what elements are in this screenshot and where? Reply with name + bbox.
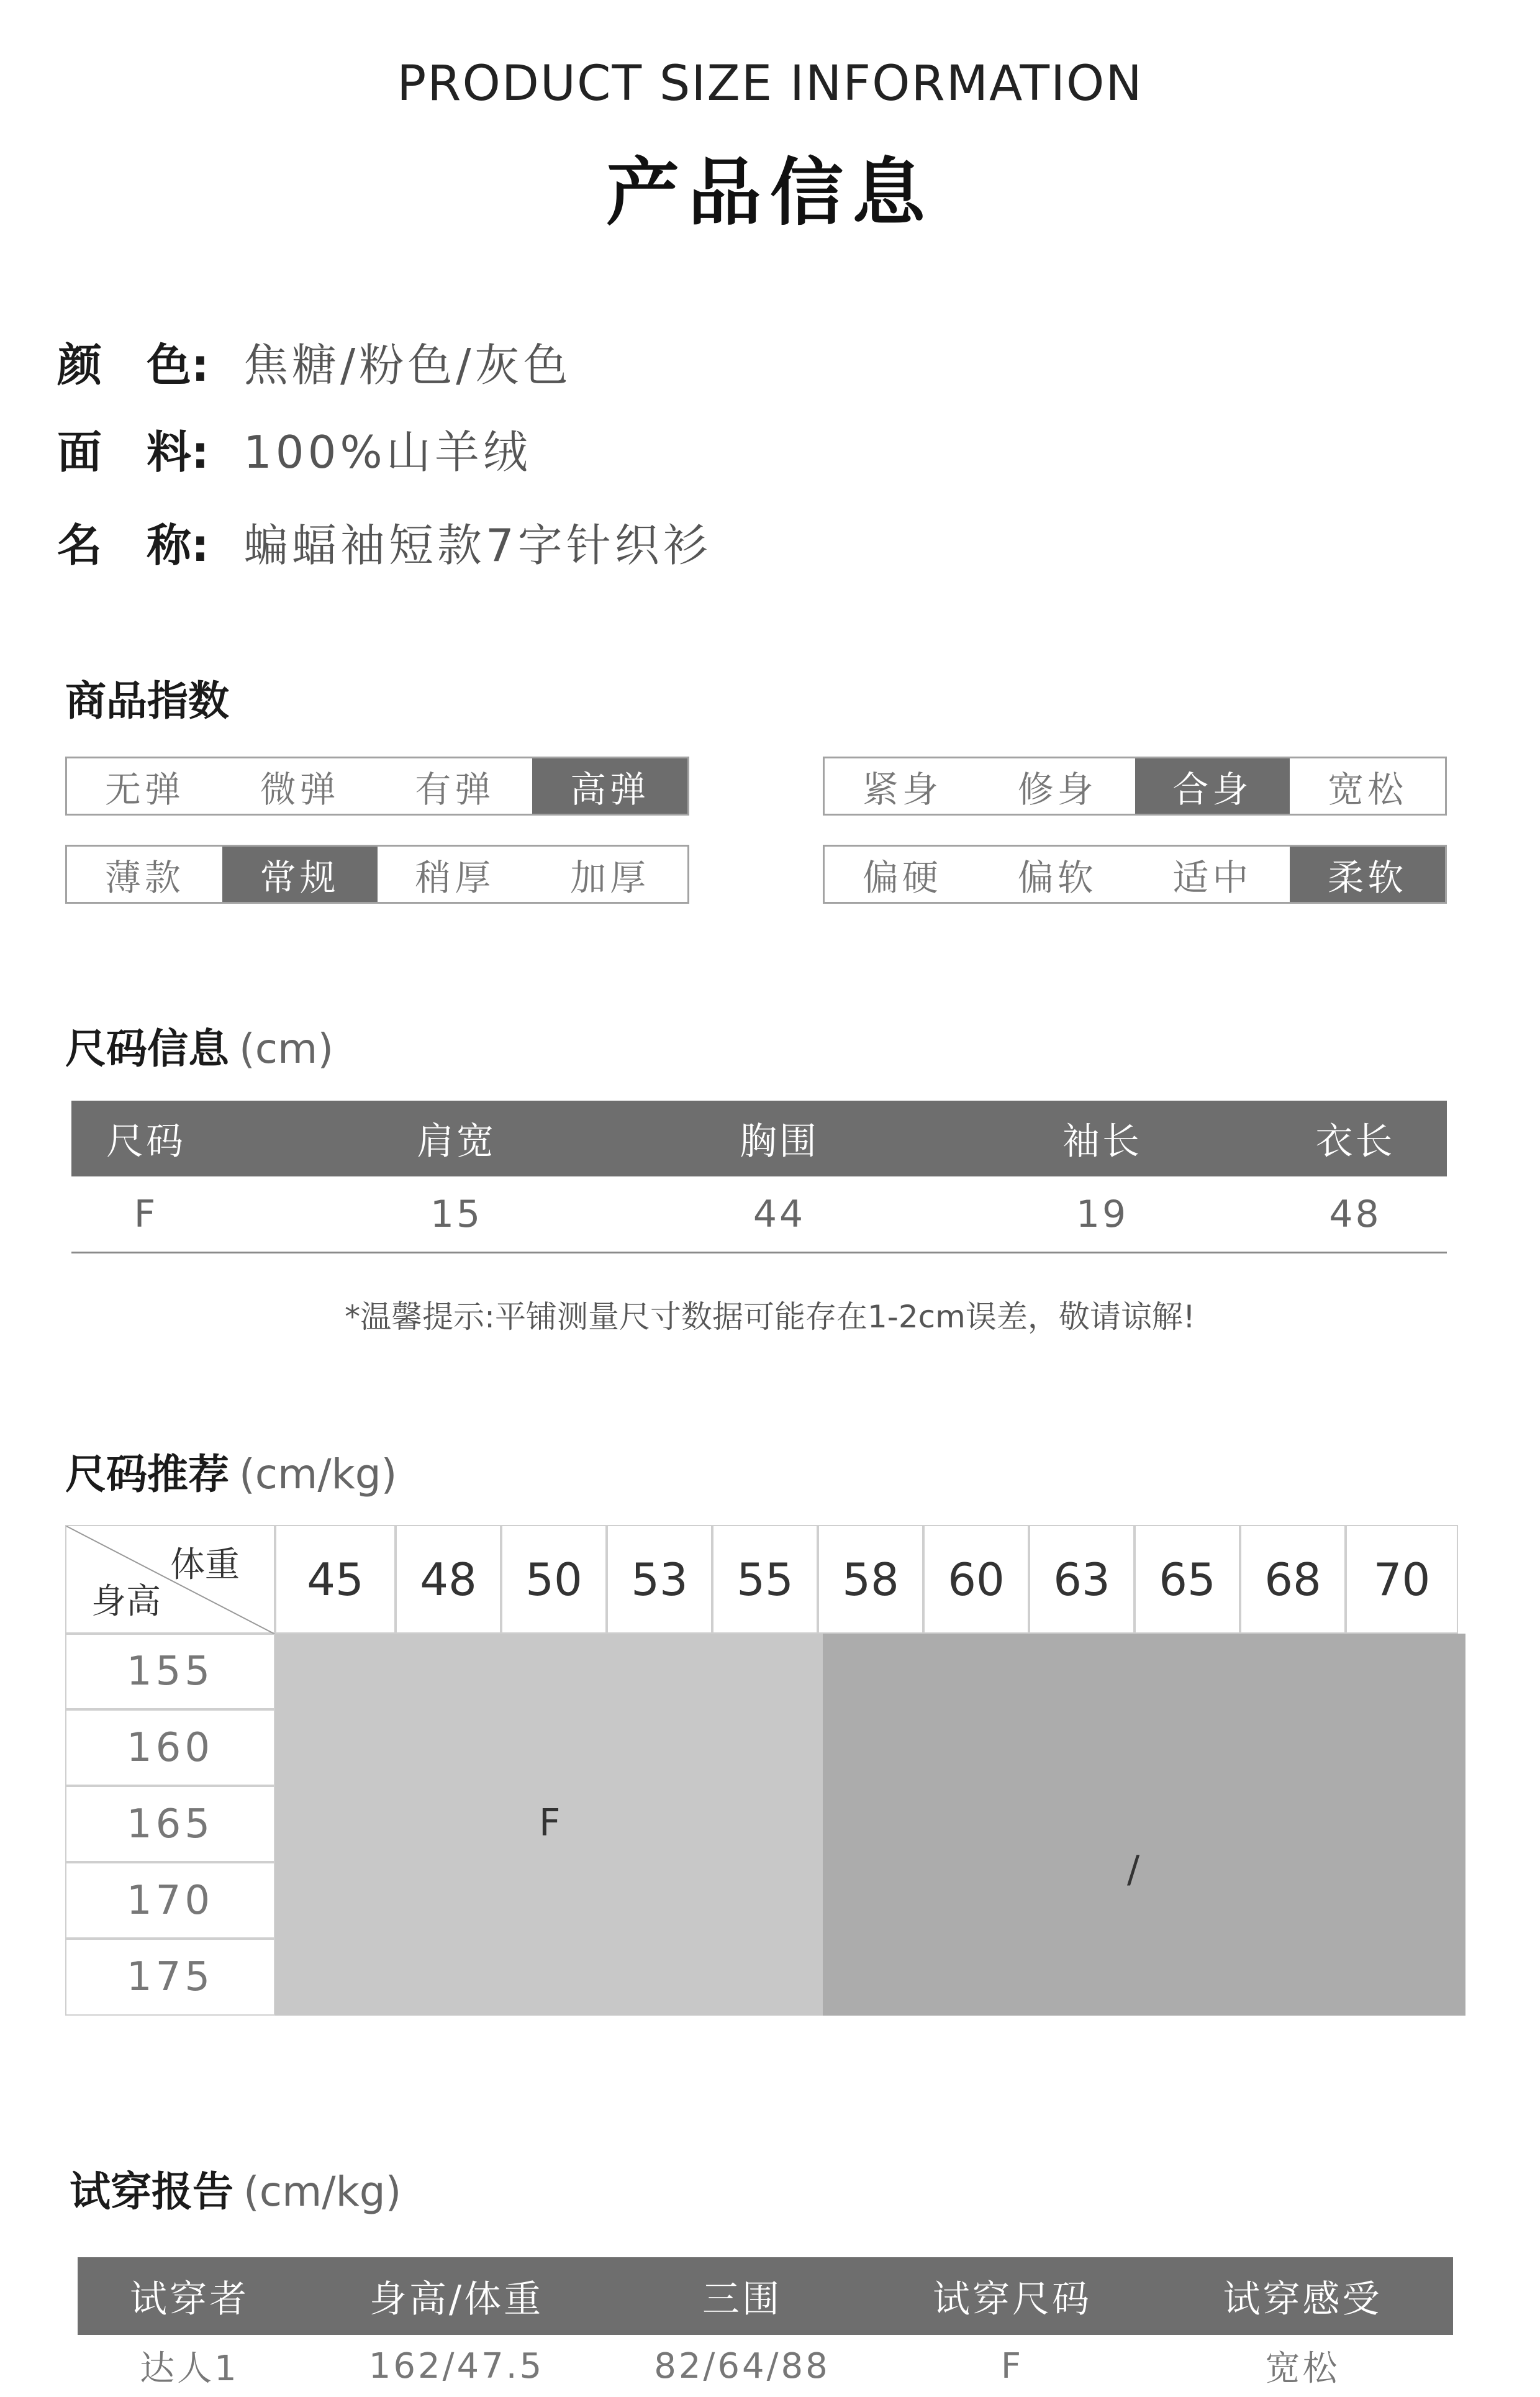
- info-fabric-row: [57, 416, 532, 481]
- section-title-text: 尺码信息: [65, 1025, 229, 1073]
- height-header: 170: [65, 1862, 275, 1939]
- size-col-header: 肩宽: [417, 1120, 496, 1163]
- try-table-row: [78, 2335, 1453, 2397]
- size-recommendation-grid: [65, 1525, 1465, 2016]
- weight-header: 63: [1029, 1525, 1135, 1634]
- size-cell: 48: [1329, 1192, 1382, 1236]
- try-cell: 达人1: [140, 2349, 239, 2389]
- section-unit: (cm/kg): [243, 2168, 402, 2216]
- section-title-text: 商品指数: [65, 677, 229, 725]
- info-value: 焦糖/粉色/灰色: [243, 339, 572, 391]
- try-col-header: 试穿者: [130, 2277, 249, 2321]
- thickness-bar: [65, 845, 689, 904]
- weight-header: 55: [712, 1525, 818, 1634]
- weight-header: 68: [1240, 1525, 1346, 1634]
- fit-bar: [823, 757, 1447, 816]
- fit-region: [275, 1634, 823, 2016]
- size-table-row: [71, 1176, 1447, 1253]
- info-value: 蝙蝠袖短款7字针织衫: [243, 519, 712, 571]
- size-col-header: 尺码: [106, 1120, 186, 1163]
- size-cell: 15: [430, 1192, 483, 1236]
- unfit-region: [823, 1634, 1465, 2016]
- try-cell: F: [1000, 2345, 1024, 2386]
- try-table-header: [78, 2257, 1453, 2335]
- weight-header: 65: [1135, 1525, 1240, 1634]
- index-option: 加厚: [570, 856, 650, 899]
- info-value: 100%山羊绒: [243, 426, 532, 478]
- weight-header: 60: [923, 1525, 1029, 1634]
- rec-section-title: [65, 1441, 397, 1500]
- size-col-header: 胸围: [740, 1120, 819, 1163]
- index-option: 有弹: [415, 768, 495, 811]
- weight-axis-label: 体重: [170, 1545, 240, 1585]
- index-option: 常规: [222, 847, 378, 902]
- english-title: PRODUCT SIZE INFORMATION: [397, 56, 1143, 112]
- index-option: 无弹: [104, 768, 184, 811]
- section-unit: (cm/kg): [239, 1450, 397, 1498]
- try-cell: 82/64/88: [654, 2345, 830, 2386]
- try-col-header: 三围: [702, 2277, 782, 2321]
- grid-corner: [65, 1525, 275, 1634]
- try-col-header: 试穿感受: [1223, 2277, 1382, 2321]
- height-axis-label: 身高: [91, 1581, 161, 1622]
- weight-header: 53: [607, 1525, 712, 1634]
- section-title-text: 试穿报告: [70, 2168, 233, 2216]
- size-section-title: [65, 1016, 333, 1075]
- weight-header: 70: [1346, 1525, 1458, 1634]
- info-name-row: [57, 509, 712, 574]
- fit-size-label: F: [539, 1801, 561, 1845]
- index-option: 适中: [1172, 856, 1252, 899]
- weight-header: 48: [396, 1525, 501, 1634]
- info-label: 名 称:: [57, 519, 209, 571]
- unfit-size-label: /: [1127, 1848, 1140, 1891]
- index-option: 柔软: [1290, 847, 1445, 902]
- try-col-header: 试穿尺码: [933, 2277, 1092, 2321]
- info-label: 颜 色:: [57, 339, 209, 391]
- index-option: 稍厚: [415, 856, 495, 899]
- info-color-row: [57, 329, 572, 394]
- section-title-text: 尺码推荐: [65, 1450, 229, 1498]
- index-option: 高弹: [532, 758, 687, 814]
- height-header: 155: [65, 1634, 275, 1709]
- index-option: 偏硬: [862, 856, 942, 899]
- size-cell: 44: [753, 1192, 806, 1236]
- try-col-header: 身高/体重: [369, 2277, 544, 2321]
- weight-header: 50: [501, 1525, 607, 1634]
- weight-header: 45: [275, 1525, 396, 1634]
- index-option: 紧身: [862, 768, 942, 811]
- index-option: 微弹: [260, 768, 340, 811]
- size-table-header: [71, 1101, 1447, 1176]
- height-header: 165: [65, 1786, 275, 1862]
- index-option: 合身: [1135, 758, 1290, 814]
- softness-bar: [823, 845, 1447, 904]
- height-header: 175: [65, 1939, 275, 2016]
- index-section-title: [65, 668, 229, 727]
- try-section-title: [70, 2158, 401, 2217]
- chinese-title: 产品信息: [605, 150, 934, 235]
- section-unit: (cm): [239, 1025, 334, 1073]
- info-label: 面 料:: [57, 426, 209, 478]
- try-cell: 162/47.5: [368, 2345, 545, 2386]
- index-option: 薄款: [104, 856, 184, 899]
- height-header: 160: [65, 1709, 275, 1786]
- elasticity-bar: [65, 757, 689, 816]
- index-option: 修身: [1017, 768, 1097, 811]
- size-col-header: 袖长: [1062, 1120, 1142, 1163]
- measurement-tip: *温馨提示:平铺测量尺寸数据可能存在1-2cm误差，敬请谅解!: [345, 1299, 1195, 1335]
- size-cell: F: [134, 1192, 158, 1236]
- try-cell: 宽松: [1265, 2349, 1340, 2389]
- size-col-header: 衣长: [1315, 1120, 1395, 1163]
- index-option: 宽松: [1328, 768, 1408, 811]
- size-cell: 19: [1076, 1192, 1129, 1236]
- weight-header: 58: [818, 1525, 923, 1634]
- index-option: 偏软: [1017, 856, 1097, 899]
